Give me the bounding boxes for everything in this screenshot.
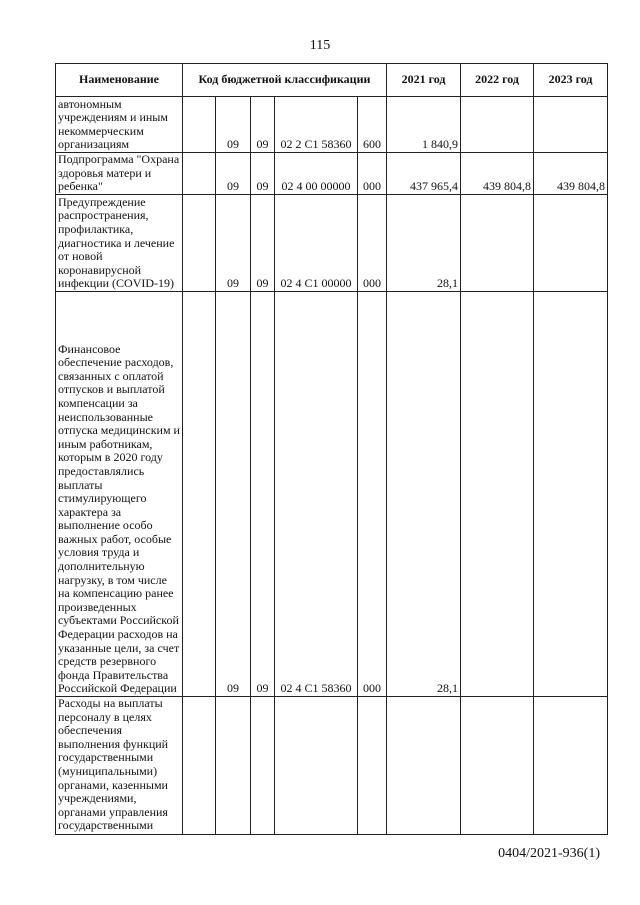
code-part-1 (183, 97, 216, 153)
value-2023 (534, 697, 608, 835)
value-2023 (534, 195, 608, 292)
header-2023: 2023 год (534, 64, 608, 97)
code-section: 09 (216, 292, 251, 697)
budget-table (55, 63, 608, 835)
code-target-article: 02 4 00 00000 (275, 153, 358, 195)
code-target-article: 02 4 С1 00000 (275, 195, 358, 292)
row-name: Предупреждение распространения, профилактика, диагностика и лечение от новой коронавирусной инфекции (COVID-19) (56, 195, 183, 292)
row-name: Расходы на выплаты персоналу в целях обеспечения выполнения функций государственными (муниципальными) органами, казенными учреждениями, органами управления государственными (56, 697, 183, 835)
code-subsection: 09 (251, 195, 275, 292)
code-subsection (251, 697, 275, 835)
code-expense-type: 000 (358, 195, 387, 292)
page-number: 115 (309, 38, 331, 53)
value-2023 (534, 97, 608, 153)
header-code: Код бюджетной классификации (183, 64, 387, 97)
value-2021: 1 840,9 (387, 97, 461, 153)
code-section: 09 (216, 97, 251, 153)
header-name: Наименование (56, 64, 183, 97)
header-2021: 2021 год (387, 64, 461, 97)
table-header-row (56, 64, 608, 97)
code-part-1 (183, 153, 216, 195)
value-2023: 439 804,8 (534, 153, 608, 195)
code-target-article: 02 2 С1 58360 (275, 97, 358, 153)
table-row (56, 292, 608, 697)
header-2022: 2022 год (461, 64, 534, 97)
code-subsection: 09 (251, 97, 275, 153)
table-row (56, 697, 608, 835)
code-section: 09 (216, 195, 251, 292)
code-part-1 (183, 697, 216, 835)
row-name: Финансовое обеспечение расходов, связанных с оплатой отпусков и выплатой компенсации за неиспользованные отпуска медицинским и иным работникам, которым в 2020 году предоставлялись выплаты стимулирующего характера за выполнение особо важных работ, особые условия труда и дополнительную нагрузку, в том числе на компенсацию ранее произведенных субъектами Российской Федерации расходов на указанные цели, за счет средств резервного фонда Правительства Российской Федерации (56, 292, 183, 697)
code-target-article: 02 4 С1 58360 (275, 292, 358, 697)
code-expense-type: 000 (358, 292, 387, 697)
value-2022 (461, 697, 534, 835)
code-subsection: 09 (251, 292, 275, 697)
value-2021: 437 965,4 (387, 153, 461, 195)
code-expense-type: 000 (358, 153, 387, 195)
code-target-article (275, 697, 358, 835)
value-2022 (461, 195, 534, 292)
value-2021 (387, 697, 461, 835)
value-2022 (461, 292, 534, 697)
code-part-1 (183, 292, 216, 697)
code-part-1 (183, 195, 216, 292)
code-section: 09 (216, 153, 251, 195)
value-2021: 28,1 (387, 292, 461, 697)
table-row (56, 153, 608, 195)
document-code: 0404/2021-936(1) (498, 846, 600, 861)
code-subsection: 09 (251, 153, 275, 195)
table-row (56, 195, 608, 292)
code-section (216, 697, 251, 835)
value-2023 (534, 292, 608, 697)
code-expense-type (358, 697, 387, 835)
code-expense-type: 600 (358, 97, 387, 153)
value-2021: 28,1 (387, 195, 461, 292)
table-row (56, 97, 608, 153)
row-name: автономным учреждениям и иным некоммерческим организациям (56, 97, 183, 153)
row-name: Подпрограмма "Охрана здоровья матери и ребенка" (56, 153, 183, 195)
value-2022: 439 804,8 (461, 153, 534, 195)
value-2022 (461, 97, 534, 153)
